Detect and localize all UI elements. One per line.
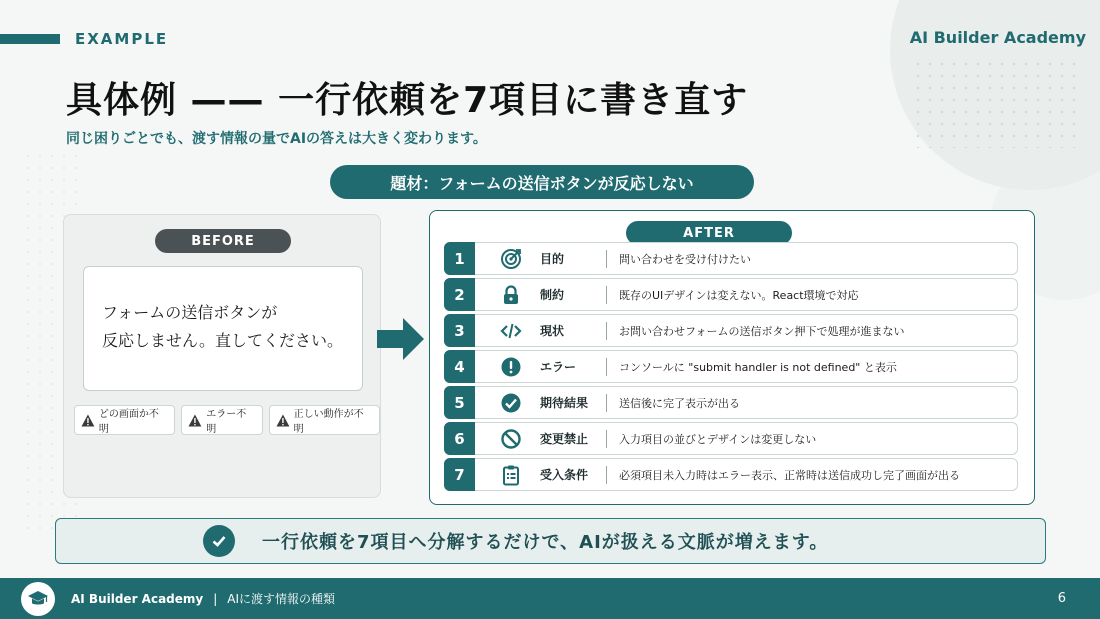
- warning-chip: [181, 405, 262, 435]
- before-request-card: [83, 266, 363, 391]
- warning-list: [74, 405, 380, 435]
- item-label: 変更禁止: [540, 432, 589, 446]
- item-label: 受入条件: [540, 468, 589, 482]
- item-number: 4: [444, 350, 475, 383]
- before-request-line-1: フォームの送信ボタンが: [102, 303, 278, 322]
- after-item: [444, 422, 1018, 455]
- warning-icon: [188, 414, 202, 427]
- item-text: 必須項目未入力時はエラー表示、正常時は送信成功し完了画面が出る: [619, 468, 960, 482]
- warning-chip: [74, 405, 175, 435]
- item-label: 目的: [540, 252, 565, 266]
- alert-icon: [500, 356, 522, 378]
- after-panel: [429, 210, 1035, 505]
- after-item: [444, 278, 1018, 311]
- warning-text: エラー不明: [206, 409, 247, 435]
- before-label: BEFORE: [155, 229, 291, 253]
- item-label: エラー: [540, 360, 577, 374]
- item-label: 制約: [540, 288, 565, 302]
- clipboard-icon: [500, 464, 522, 486]
- conclusion-text: 一行依頼を7項目へ分解するだけで、AIが扱える文脈が増えます。: [262, 532, 829, 553]
- page-title: 具体例 —— 一行依頼を7項目に書き直す: [66, 80, 749, 121]
- check-icon: [500, 392, 522, 414]
- item-label: 期待結果: [540, 396, 589, 410]
- item-number: 3: [444, 314, 475, 347]
- item-number: 7: [444, 458, 475, 491]
- after-item: [444, 386, 1018, 419]
- lock-icon: [500, 284, 522, 306]
- decor-dots: [912, 58, 1082, 148]
- item-text: 入力項目の並びとデザインは変更しない: [619, 432, 817, 446]
- item-number: 2: [444, 278, 475, 311]
- footer-separator: |: [213, 591, 218, 606]
- item-number: 5: [444, 386, 475, 419]
- item-text: コンソールに "submit handler is not defined" と表示: [619, 360, 897, 374]
- item-divider: [606, 250, 607, 268]
- page-subtitle: 同じ困りごとでも、渡す情報の量でAIの答えは大きく変わります。: [66, 131, 487, 147]
- item-divider: [606, 430, 607, 448]
- code-icon: [500, 320, 522, 342]
- item-divider: [606, 394, 607, 412]
- footer-brand: AI Builder Academy: [71, 591, 204, 606]
- item-divider: [606, 466, 607, 484]
- section-accent-bar: [0, 34, 60, 44]
- item-divider: [606, 286, 607, 304]
- footer-bar: [0, 578, 1100, 619]
- item-label: 現状: [540, 324, 565, 338]
- after-label: AFTER: [626, 221, 792, 245]
- page-number: 6: [1057, 591, 1066, 606]
- section-label: EXAMPLE: [75, 30, 169, 48]
- graduation-cap-icon: [21, 582, 55, 616]
- item-text: お問い合わせフォームの送信ボタン押下で処理が進まない: [619, 324, 905, 338]
- warning-chip: [269, 405, 380, 435]
- footer-topic: AIに渡す情報の種類: [227, 592, 336, 606]
- item-text: 既存のUIデザインは変えない。React環境で対応: [619, 288, 859, 302]
- warning-text: 正しい動作が不明: [293, 409, 364, 435]
- warning-text: どの画面か不明: [98, 409, 159, 435]
- brand-logo-text: AI Builder Academy: [909, 28, 1086, 47]
- item-text: 送信後に完了表示が出る: [619, 396, 740, 410]
- after-item: [444, 458, 1018, 491]
- item-text: 問い合わせを受け付けたい: [619, 252, 751, 266]
- warning-icon: [81, 414, 95, 427]
- target-icon: [500, 248, 522, 270]
- prohibited-icon: [500, 428, 522, 450]
- topic-pill: 題材：フォームの送信ボタンが反応しない: [330, 165, 754, 199]
- after-item: [444, 350, 1018, 383]
- after-item: [444, 314, 1018, 347]
- after-item: [444, 242, 1018, 275]
- before-panel: [63, 214, 381, 498]
- arrow-right-icon: [377, 316, 425, 362]
- item-divider: [606, 358, 607, 376]
- item-number: 6: [444, 422, 475, 455]
- before-request-line-2: 反応しません。直してください。: [102, 331, 343, 350]
- check-circle-icon: [203, 525, 235, 557]
- item-divider: [606, 322, 607, 340]
- item-number: 1: [444, 242, 475, 275]
- warning-icon: [276, 414, 290, 427]
- conclusion-banner: [55, 518, 1046, 564]
